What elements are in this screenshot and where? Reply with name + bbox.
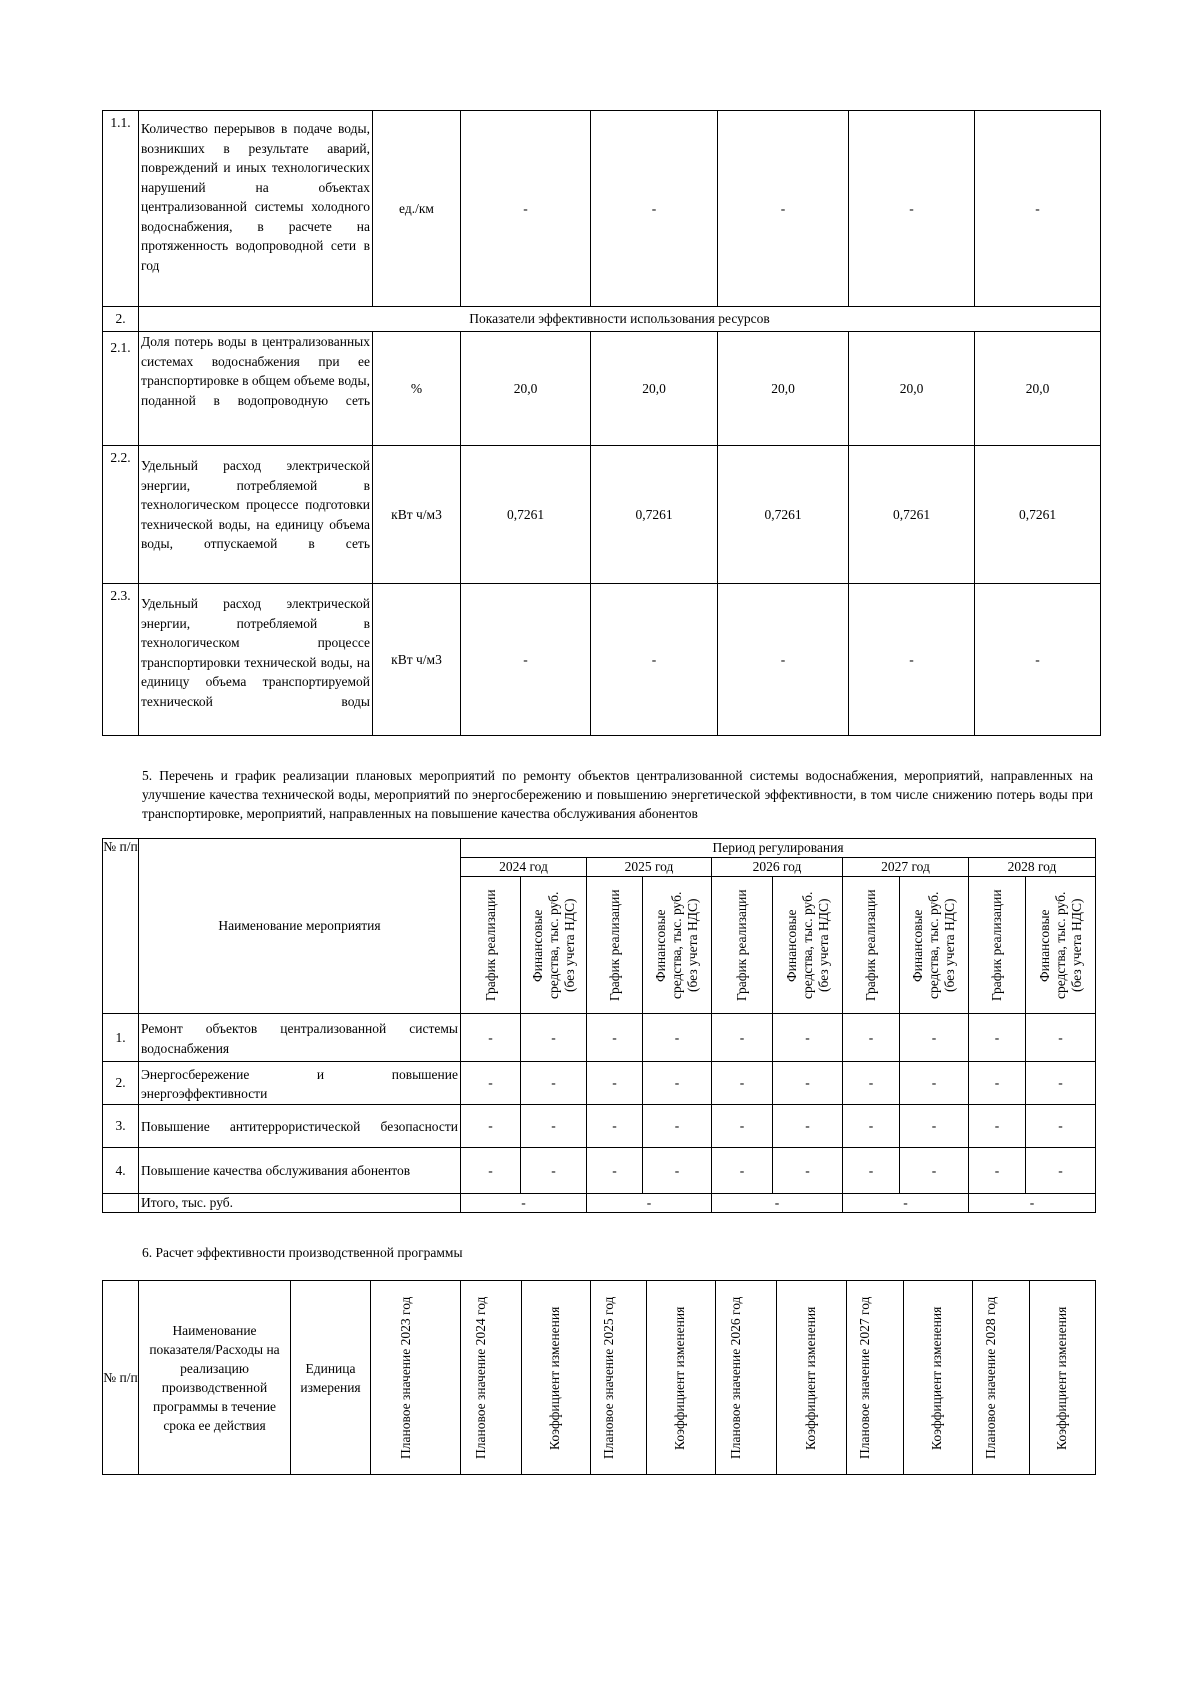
year-header: 2026 год bbox=[712, 858, 843, 877]
cell: - bbox=[773, 1148, 843, 1194]
schedule-header: График реализации bbox=[969, 877, 1026, 1014]
value-cell: - bbox=[975, 584, 1101, 736]
value-cell: - bbox=[849, 111, 975, 307]
header-cell: Плановое значение 2023 год bbox=[371, 1281, 461, 1475]
measure-name: Энергосбережение и повышение энергоэффективности bbox=[139, 1062, 461, 1105]
header-cell: Коэффициент изменения bbox=[522, 1281, 591, 1475]
cell: - bbox=[900, 1105, 969, 1148]
value-cell: - bbox=[975, 111, 1101, 307]
row-number: 2.1. bbox=[103, 332, 139, 446]
cell: - bbox=[969, 1105, 1026, 1148]
value-cell: 0,7261 bbox=[975, 446, 1101, 584]
table-row bbox=[103, 446, 1101, 584]
indicator-unit: % bbox=[373, 332, 461, 446]
cell: - bbox=[643, 1105, 712, 1148]
cell: - bbox=[643, 1148, 712, 1194]
indicator-name: Удельный расход электрической энергии, потребляемой в технологическом процессе транспортировки технической воды, на единицу объема транспортируемой технической воды bbox=[139, 584, 373, 736]
indicators-table bbox=[102, 110, 1101, 736]
cell: - bbox=[843, 1148, 900, 1194]
measure-name: Повышение антитеррористической безопасности bbox=[139, 1105, 461, 1148]
year-header: 2024 год bbox=[461, 858, 587, 877]
header-cell: Плановое значение 2028 год bbox=[973, 1281, 1030, 1475]
measure-name: Повышение качества обслуживания абонентов bbox=[139, 1148, 461, 1194]
header-cell: Коэффициент изменения bbox=[904, 1281, 973, 1475]
value-cell: 0,7261 bbox=[718, 446, 849, 584]
value-cell: - bbox=[718, 111, 849, 307]
col-name-header: Наименование мероприятия bbox=[139, 839, 461, 1014]
cell: - bbox=[587, 1148, 643, 1194]
header-cell: Плановое значение 2024 год bbox=[461, 1281, 522, 1475]
cell: - bbox=[712, 1148, 773, 1194]
indicator-unit: кВт ч/м3 bbox=[373, 446, 461, 584]
cell: - bbox=[587, 1014, 643, 1062]
row-number: 2.3. bbox=[103, 584, 139, 736]
cell: - bbox=[643, 1014, 712, 1062]
cell: - bbox=[843, 1105, 900, 1148]
finance-header: Финансовые средства, тыс. руб. (без учета НДС) bbox=[521, 877, 587, 1014]
total-row bbox=[103, 1194, 1096, 1213]
header-cell: Коэффициент изменения bbox=[647, 1281, 716, 1475]
finance-header: Финансовые средства, тыс. руб. (без учета НДС) bbox=[900, 877, 969, 1014]
schedule-header: График реализации bbox=[461, 877, 521, 1014]
cell: - bbox=[900, 1062, 969, 1105]
year-header: 2027 год bbox=[843, 858, 969, 877]
cell: - bbox=[521, 1014, 587, 1062]
table-row bbox=[103, 332, 1101, 446]
indicator-unit: кВт ч/м3 bbox=[373, 584, 461, 736]
col-number-header: № п/п bbox=[103, 1281, 139, 1475]
value-cell: - bbox=[718, 584, 849, 736]
col-name-header: Наименование показателя/Расходы на реализацию производственной программы в течение срока ее действия bbox=[139, 1281, 291, 1475]
indicator-name: Количество перерывов в подаче воды, возникших в результате аварий, повреждений и иных технологических нарушений на объектах централизованной системы холодного водоснабжения, в расчете на протяженность водопроводной сети в год bbox=[139, 111, 373, 307]
row-number: 2.2. bbox=[103, 446, 139, 584]
header-cell: Плановое значение 2026 год bbox=[716, 1281, 777, 1475]
value-cell: 20,0 bbox=[718, 332, 849, 446]
finance-header: Финансовые средства, тыс. руб. (без учета НДС) bbox=[643, 877, 712, 1014]
schedule-header: График реализации bbox=[587, 877, 643, 1014]
value-cell: 20,0 bbox=[461, 332, 591, 446]
section-5-title: 5. Перечень и график реализации плановых мероприятий по ремонту объектов централизованной системы водоснабжения, мероприятий, направленных на улучшение качества технической воды, мероприятий по энергосбережению и повышению энергетической эффективности, в том числе снижению потерь воды при транспортировке, мероприятий, направленных на повышение качества обслуживания абонентов bbox=[142, 768, 1093, 821]
cell: - bbox=[643, 1062, 712, 1105]
value-cell: 20,0 bbox=[591, 332, 718, 446]
row-number: 2. bbox=[103, 1062, 139, 1105]
total-cell: - bbox=[843, 1194, 969, 1213]
col-number-header: № п/п bbox=[103, 839, 139, 1014]
header-cell: Плановое значение 2027 год bbox=[847, 1281, 904, 1475]
table-row bbox=[103, 1014, 1096, 1062]
schedule-header: График реализации bbox=[843, 877, 900, 1014]
value-cell: - bbox=[591, 584, 718, 736]
cell: - bbox=[843, 1014, 900, 1062]
year-header: 2025 год bbox=[587, 858, 712, 877]
value-cell: 20,0 bbox=[975, 332, 1101, 446]
cell: - bbox=[521, 1062, 587, 1105]
indicator-name: Удельный расход электрической энергии, потребляемой в технологическом процессе подготовки технической воды, на единицу объема воды, отпускаемой в сеть bbox=[139, 446, 373, 584]
value-cell: - bbox=[849, 584, 975, 736]
header-row bbox=[103, 839, 1096, 858]
cell: - bbox=[1026, 1062, 1096, 1105]
efficiency-table bbox=[102, 1280, 1096, 1475]
row-number: 1.1. bbox=[103, 111, 139, 307]
cell: - bbox=[773, 1014, 843, 1062]
section-row bbox=[103, 307, 1101, 332]
cell: - bbox=[969, 1062, 1026, 1105]
measure-name: Ремонт объектов централизованной системы водоснабжения bbox=[139, 1014, 461, 1062]
row-number: 1. bbox=[103, 1014, 139, 1062]
cell: - bbox=[712, 1105, 773, 1148]
cell: - bbox=[773, 1105, 843, 1148]
cell: - bbox=[712, 1014, 773, 1062]
total-cell: - bbox=[461, 1194, 587, 1213]
cell: - bbox=[773, 1062, 843, 1105]
table-row bbox=[103, 1148, 1096, 1194]
cell: - bbox=[461, 1148, 521, 1194]
year-header: 2028 год bbox=[969, 858, 1096, 877]
header-row bbox=[103, 1281, 1096, 1475]
header-cell: Коэффициент изменения bbox=[1030, 1281, 1096, 1475]
value-cell: - bbox=[461, 111, 591, 307]
table-row bbox=[103, 1105, 1096, 1148]
cell: - bbox=[1026, 1148, 1096, 1194]
total-cell: - bbox=[969, 1194, 1096, 1213]
cell: - bbox=[587, 1062, 643, 1105]
value-cell: 20,0 bbox=[849, 332, 975, 446]
cell: - bbox=[712, 1062, 773, 1105]
header-cell: Коэффициент изменения bbox=[777, 1281, 847, 1475]
cell: - bbox=[521, 1105, 587, 1148]
table-row bbox=[103, 584, 1101, 736]
cell: - bbox=[521, 1148, 587, 1194]
col-unit-header: Единица измерения bbox=[291, 1281, 371, 1475]
indicator-unit: ед./км bbox=[373, 111, 461, 307]
schedule-header: График реализации bbox=[712, 877, 773, 1014]
total-cell: - bbox=[712, 1194, 843, 1213]
cell: - bbox=[969, 1148, 1026, 1194]
cell: - bbox=[1026, 1014, 1096, 1062]
row-number: 2. bbox=[103, 307, 139, 332]
total-cell: - bbox=[587, 1194, 712, 1213]
cell: - bbox=[461, 1014, 521, 1062]
measures-table bbox=[102, 838, 1096, 1213]
cell: - bbox=[900, 1148, 969, 1194]
row-number: 4. bbox=[103, 1148, 139, 1194]
value-cell: 0,7261 bbox=[849, 446, 975, 584]
cell: - bbox=[1026, 1105, 1096, 1148]
empty-cell bbox=[103, 1194, 139, 1213]
finance-header: Финансовые средства, тыс. руб. (без учета НДС) bbox=[773, 877, 843, 1014]
period-header: Период регулирования bbox=[461, 839, 1096, 858]
cell: - bbox=[900, 1014, 969, 1062]
indicator-name: Доля потерь воды в централизованных системах водоснабжения при ее транспортировке в общем объеме воды, поданной в водопроводную сеть bbox=[139, 332, 373, 446]
cell: - bbox=[587, 1105, 643, 1148]
cell: - bbox=[843, 1062, 900, 1105]
row-number: 3. bbox=[103, 1105, 139, 1148]
finance-header: Финансовые средства, тыс. руб. (без учета НДС) bbox=[1026, 877, 1096, 1014]
value-cell: - bbox=[461, 584, 591, 736]
table-row bbox=[103, 111, 1101, 307]
section-heading: Показатели эффективности использования ресурсов bbox=[139, 307, 1101, 332]
total-label: Итого, тыс. руб. bbox=[139, 1194, 461, 1213]
table-row bbox=[103, 1062, 1096, 1105]
cell: - bbox=[461, 1062, 521, 1105]
cell: - bbox=[969, 1014, 1026, 1062]
value-cell: 0,7261 bbox=[591, 446, 718, 584]
header-cell: Плановое значение 2025 год bbox=[591, 1281, 647, 1475]
value-cell: - bbox=[591, 111, 718, 307]
value-cell: 0,7261 bbox=[461, 446, 591, 584]
section-6-title: 6. Расчет эффективности производственной программы bbox=[142, 1245, 463, 1260]
cell: - bbox=[461, 1105, 521, 1148]
